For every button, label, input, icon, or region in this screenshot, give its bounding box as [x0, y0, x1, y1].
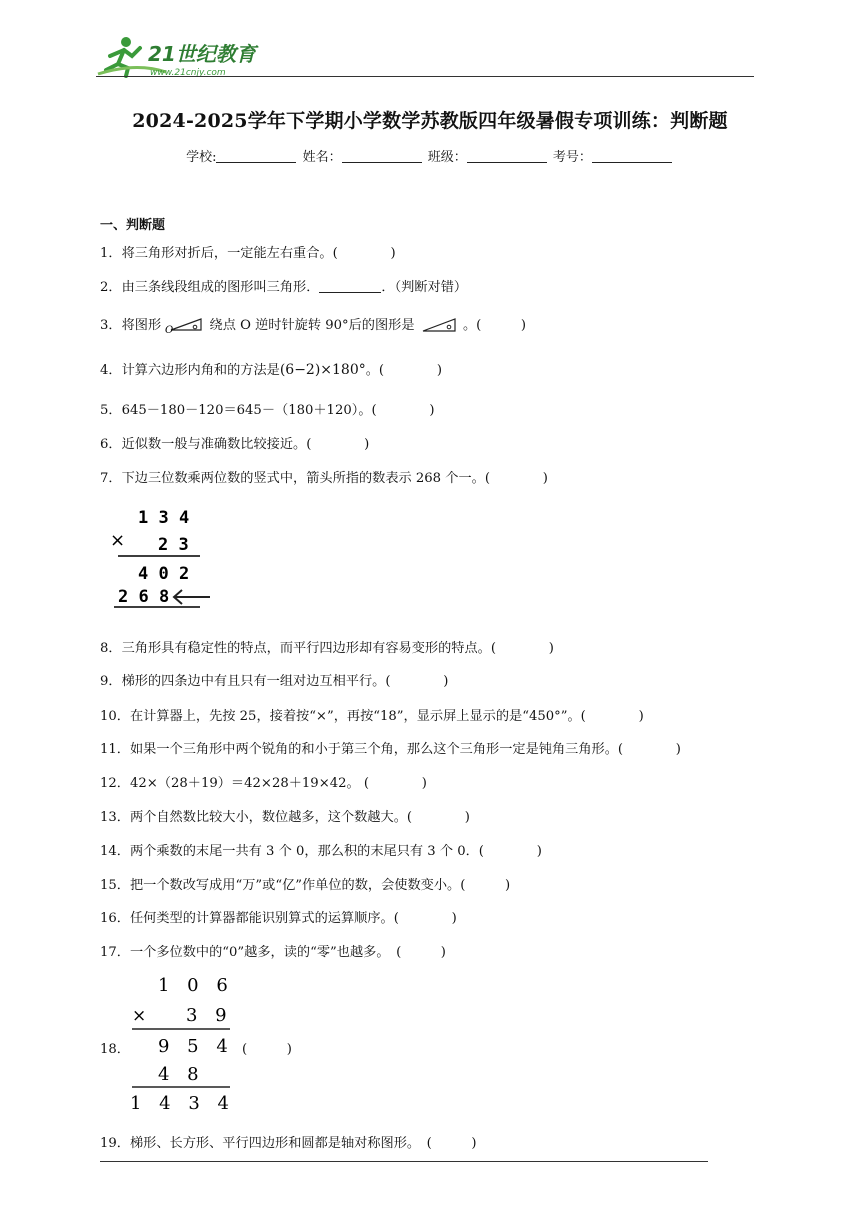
question-3-text-a: 3．将图形: [100, 318, 162, 333]
name-label: 姓名：: [302, 150, 342, 165]
school-label: 学校:: [186, 150, 217, 165]
formula: (6−2)×180°: [279, 362, 366, 378]
triangle-figure: [165, 316, 205, 334]
question-3-text-b: 绕点 O 逆时针旋转 90°后的图形是: [209, 318, 415, 333]
svg-text:O: O: [165, 325, 174, 334]
footer-rule: [100, 1161, 708, 1162]
question-10: 10．在计算器上，先按 25，接着按“×”，再按“18”，显示屏上显示的是“450°”。( ): [100, 709, 644, 724]
vertical-multiplication-18: [128, 974, 238, 1114]
question-8: 8．三角形具有稳定性的特点，而平行四边形却有容易变形的特点。( ): [100, 641, 554, 656]
vertical-multiplication-7: [108, 506, 218, 612]
question-13: 13．两个自然数比较大小，数位越多，这个数越大。( ): [100, 810, 470, 825]
exam-no-field[interactable]: [592, 150, 672, 163]
answer-blank[interactable]: [319, 280, 381, 293]
class-field[interactable]: [467, 150, 547, 163]
question-4-text-a: 4．计算六边形内角和的方法是: [100, 363, 280, 378]
question-3-text-c: 。( ): [462, 318, 527, 333]
student-info: [0, 146, 860, 165]
question-2-suffix: ．（判断对错）: [381, 280, 468, 295]
rotated-triangle-figure: [419, 316, 459, 334]
question-15: 15．把一个数改写成用“万”或“亿”作单位的数，会使数变小。( ): [100, 878, 511, 893]
name-field[interactable]: [342, 150, 422, 163]
question-16: 16．任何类型的计算器都能识别算式的运算顺序。( ): [100, 911, 457, 926]
arrow-left-icon: [174, 590, 210, 604]
calc7-mult: 2 3: [158, 535, 189, 555]
question-9: 9．梯形的四条边中有且只有一组对边互相平行。( ): [100, 674, 449, 689]
question-14: 14．两个乘数的末尾一共有 3 个 0，那么积的末尾只有 3 个 0．( ): [100, 844, 542, 859]
exam-no-label: 考号：: [552, 150, 592, 165]
calc7-top: 1 3 4: [138, 508, 190, 528]
school-field[interactable]: [216, 150, 296, 163]
calc18-partial2: 4 8: [158, 1064, 205, 1085]
calc7-partial2: 2 6 8: [118, 587, 170, 607]
logo: [96, 34, 266, 80]
question-12: 12．42×（28＋19）＝42×28＋19×42。 ( ): [100, 776, 427, 791]
section-heading: 一、判断题: [100, 218, 166, 233]
question-18-number: 18．: [100, 1042, 130, 1057]
question-4-text-b: 。( ): [365, 363, 442, 378]
page-title: 2024-2025学年下学期小学数学苏教版四年级暑假专项训练：判断题: [132, 110, 728, 132]
calc18-result: 1 4 3 4: [130, 1093, 235, 1114]
question-2: [100, 276, 467, 295]
question-3: [100, 314, 526, 334]
calc7-partial1: 4 0 2: [138, 564, 190, 584]
question-6: 6．近似数一般与准确数比较接近。( ): [100, 437, 370, 452]
question-17: 17．一个多位数中的“0”越多，读的“零”也越多。 ( ): [100, 945, 446, 960]
calc18-times: ×: [132, 1006, 147, 1026]
question-1: 1．将三角形对折后，一定能左右重合。( ): [100, 246, 396, 261]
question-2-text: 2．由三条线段组成的图形叫三角形．: [100, 280, 320, 295]
question-19: 19．梯形、长方形、平行四边形和圆都是轴对称图形。 ( ): [100, 1136, 477, 1151]
logo-text: 21世纪教育: [148, 42, 256, 66]
logo-url: www.21cnjy.com: [150, 68, 226, 78]
calc18-mult: 3 9: [186, 1005, 233, 1026]
calc18-partial1: 9 5 4: [158, 1036, 234, 1057]
question-11: 11．如果一个三角形中两个锐角的和小于第三个角，那么这个三角形一定是钝角三角形。( ): [100, 742, 681, 757]
header-rule: [96, 76, 754, 77]
question-18-answer: ( ): [242, 1042, 292, 1057]
calc18-top: 1 0 6: [158, 975, 234, 996]
question-4: [100, 359, 442, 378]
calc7-times: ×: [110, 530, 126, 551]
class-label: 班级：: [427, 150, 467, 165]
question-5: 5．645－180－120＝645－（180＋120）。( ): [100, 403, 435, 418]
question-7: 7．下边三位数乘两位数的竖式中，箭头所指的数表示 268 个一。( ): [100, 471, 548, 486]
